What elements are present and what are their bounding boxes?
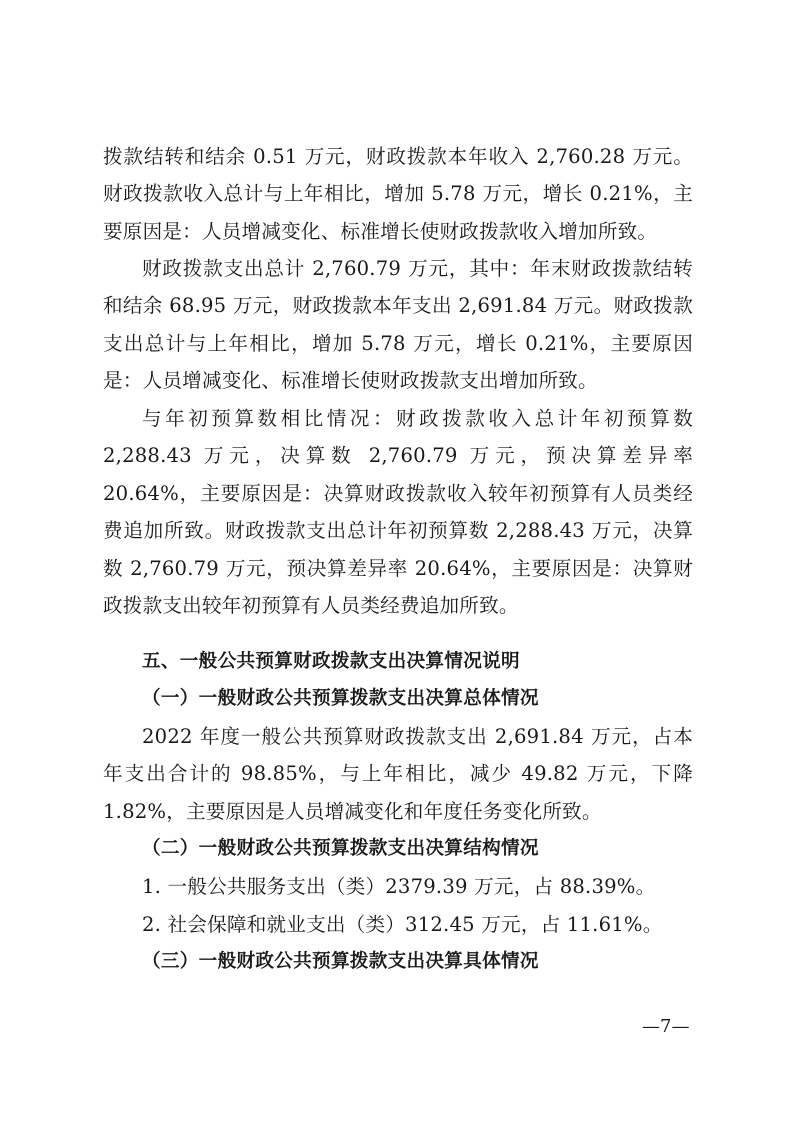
subsection-heading-structure: （二）一般财政公共预算拨款支出决算结构情况 (142, 838, 539, 859)
page-number: —7— (642, 1016, 690, 1037)
paragraph-budget-comparison: 与年初预算数相比情况：财政拨款收入总计年初预算数 2,288.43 万元，决算数 2,760.79 万元，预决算差异率 20.64%，主要原因是：决算财政拨款收入较年初预算有人员类经费追加所致。财政拨款支出总计年初预算数 2,288.43 万元，决算数 2,760.79 万元，预决算差异率 20.64%，主要原因是：决算财政拨款支出较年初预算有人员类经费追加所致。 (103, 407, 693, 618)
subsection-heading-specific: （三）一般财政公共预算拨款支出决算具体情况 (142, 951, 539, 972)
subsection-heading-overall: （一）一般财政公共预算拨款支出决算总体情况 (142, 688, 539, 709)
paragraph-expenditure-summary: 财政拨款支出总计 2,760.79 万元，其中：年末财政拨款结转和结余 68.95 万元，财政拨款本年支出 2,691.84 万元。财政拨款支出总计与上年相比，增加 5.78 万元，增长 0.21%，主要原因是：人员增减变化、标准增长使财政拨款支出增加所致。 (103, 257, 693, 393)
section-heading-5: 五、一般公共预算财政拨款支出决算情况说明 (142, 651, 520, 672)
paragraph-overall-expenditure: 2022 年度一般公共预算财政拨款支出 2,691.84 万元，占本年支出合计的 98.85%，与上年相比，减少 49.82 万元，下降 1.82%，主要原因是人员增减变化和年度任务变化所致。 (103, 725, 693, 823)
paragraph-revenue-summary: 拨款结转和结余 0.51 万元，财政拨款本年收入 2,760.28 万元。财政拨款收入总计与上年相比，增加 5.78 万元，增长 0.21%，主要原因是：人员增减变化、标准增长使财政拨款收入增加所致。 (103, 145, 693, 243)
list-item-general-public-services: 1. 一般公共服务支出（类）2379.39 万元，占 88.39%。 (142, 875, 656, 898)
list-item-social-security: 2. 社会保障和就业支出（类）312.45 万元，占 11.61%。 (142, 913, 663, 936)
